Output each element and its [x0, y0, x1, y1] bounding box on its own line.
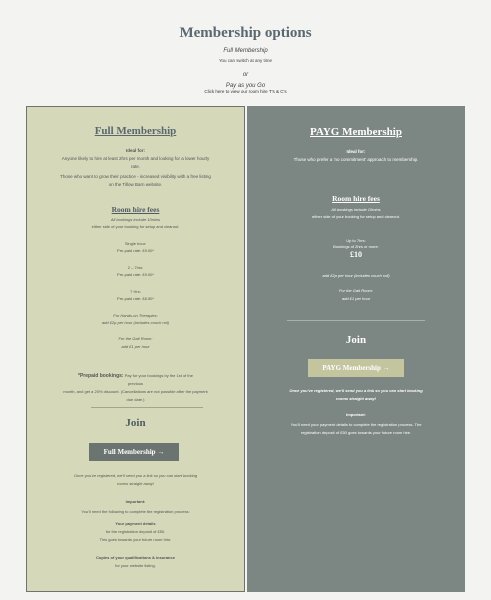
ideal-text: Anyone likely to hire at least 2hrs per month and looking for a lower hourly	[61, 156, 210, 161]
switch-note: You can switch at any time	[218, 58, 273, 63]
panel-title: Full Membership	[94, 125, 177, 137]
ideal-text: Those who prefer a 'no commitment' approach to membership.	[293, 157, 419, 162]
page-title: Membership options	[179, 25, 312, 41]
payg-membership-panel	[247, 106, 465, 592]
rate-heading: Single hour:	[124, 241, 147, 246]
divider	[287, 320, 425, 321]
or-label: or	[242, 72, 249, 78]
rate-value: Pre-paid rate: £8.50*	[117, 296, 154, 301]
prepaid-text	[27, 373, 244, 379]
payment-heading: Your payment details	[115, 521, 156, 526]
join-heading: Join	[345, 334, 367, 346]
join-heading: Join	[125, 417, 146, 429]
full-membership-button[interactable]: Full Membership →	[89, 443, 179, 461]
fees-title: Room hire fees	[111, 205, 160, 214]
prepaid-text: previous	[127, 381, 144, 386]
rate-heading: 7 Hrs:	[130, 289, 141, 294]
handson-value: add £2p per hour (includes couch roll)	[322, 273, 390, 278]
rate-heading: Bookings of 2hrs or more:	[333, 244, 379, 249]
rate-value: Pre-paid rate: £9.00*	[117, 272, 154, 277]
registered-text: rooms straight away!	[335, 396, 377, 401]
payment-text: for the registration deposit of £50.	[105, 529, 166, 534]
payg-membership-button[interactable]: PAYG Membership →	[308, 359, 404, 377]
ideal-text: rate.	[130, 164, 140, 169]
need-text: You'll need the following to complete the registration process:	[81, 509, 190, 514]
registered-text: Once you've registered, we'll send you a link so you can start booking	[73, 473, 198, 478]
fees-text: either side of your booking for setup and clearout.	[91, 224, 180, 229]
full-membership-heading: Full Membership	[223, 48, 268, 54]
prepaid-label: *Prepaid bookings:	[78, 373, 124, 379]
prepaid-text: due date.)	[126, 397, 145, 402]
ideal-for-label: Ideal for:	[125, 148, 145, 153]
copies-heading: Copies of your qualifications & insurance	[96, 555, 175, 560]
rate-heading: 2 – 7hrs:	[127, 265, 144, 270]
terms-link[interactable]: Click here to view our room hire T's & C's	[204, 89, 287, 94]
payg-heading: Pay as you Go	[225, 83, 266, 89]
fees-text: All bookings include 10mins	[331, 207, 381, 212]
handson-heading: For Hands-on Therapies:	[113, 313, 158, 318]
prepaid-text: month, and get a 20% discount. (Cancellations are not possible after the payment	[63, 389, 208, 394]
ideal-text: Those who want to grow their practice - increased visibility with a free listing	[60, 174, 211, 179]
gait-heading: For the Gait Room:	[338, 288, 373, 293]
fees-title: Room hire fees	[332, 194, 380, 203]
payment-text: This goes towards your future room hire.	[99, 537, 172, 542]
registered-text: rooms straight away!	[117, 481, 154, 486]
gait-value: add £1 per hour	[341, 296, 371, 301]
divider	[91, 407, 203, 408]
ideal-for-label: Ideal for:	[346, 149, 366, 154]
gait-value: add £1 per hour	[121, 344, 150, 349]
copies-text: for your website listing.	[115, 563, 156, 568]
full-membership-panel	[26, 106, 245, 592]
handson-value: add £2p per hour (includes couch roll)	[101, 320, 170, 325]
rate-heading: Up to 7hrs:	[346, 238, 366, 243]
fees-text: either side of your booking for setup and clearout.	[312, 214, 400, 219]
panel-title: PAYG Membership	[310, 126, 402, 138]
rate-value: £10	[350, 250, 362, 259]
important-label: Important:	[125, 499, 146, 504]
fees-text: All bookings include 10mins	[110, 217, 161, 222]
ideal-text: on the Tillow Barn website.	[108, 182, 163, 187]
prepaid-text-part: Pay for your bookings by the 1st of the	[124, 373, 193, 378]
registered-text: Once you've registered, we'll send you a link so you can start booking	[289, 388, 423, 393]
need-text: You'll need your payment details to complete the registration process. The	[290, 422, 422, 427]
rate-value: Pre-paid rate: £9.00*	[117, 248, 154, 253]
important-label: Important:	[346, 412, 366, 417]
need-text: registration deposit of £50 goes towards your future room hire.	[300, 430, 412, 435]
gait-heading: For the Gait Room:	[118, 336, 153, 341]
